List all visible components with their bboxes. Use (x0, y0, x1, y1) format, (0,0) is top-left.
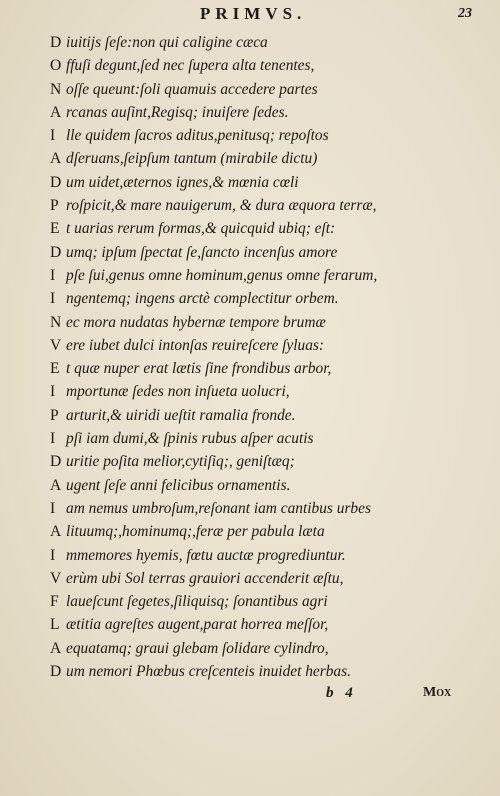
verse-text: ffuſi degunt,ſed nec ſupera alta tenentes, (66, 57, 315, 75)
verse-line (0, 427, 500, 450)
verse-line (0, 101, 500, 124)
verse-text: mportunæ ſedes non inſueta uolucri, (66, 383, 290, 401)
verse-line (0, 497, 500, 520)
verse-text: pſi iam dumi,& ſpinis rubus aſper acutis (66, 430, 314, 448)
verse-initial: A (50, 639, 62, 657)
verse-initial: I (50, 290, 56, 308)
verse-line (0, 637, 500, 660)
page-footer (0, 685, 500, 709)
verse-line (0, 171, 500, 194)
verse-initial: P (50, 197, 59, 215)
verse-text: oſſe queunt:ſoli quamuis accedere partes (66, 80, 318, 98)
verse-text: ugent ſeſe anni felicibus ornamentis. (66, 476, 291, 494)
verse-text: equatamq; graui glebam ſolidare cylindro, (66, 639, 329, 657)
verse-list (0, 31, 500, 683)
verse-line (0, 194, 500, 217)
verse-line (0, 567, 500, 590)
verse-initial: A (50, 150, 62, 168)
verse-initial: I (50, 266, 56, 284)
page-number: 23 (458, 6, 472, 21)
verse-text: iuitijs ſeſe:non qui caligine cæca (66, 34, 268, 51)
verse-text: dſeruans,ſeipſum tantum (mirabile dictu) (66, 150, 318, 168)
verse-text: umq; ipſum ſpectat ſe,ſancto incenſus amore (66, 243, 338, 261)
verse-initial: V (50, 569, 62, 587)
verse-text: arturit,& uiridi ueſtit ramalia fronde. (66, 406, 296, 424)
verse-text: laueſcunt ſegetes,ſiliquisq; ſonantibus agri (66, 593, 328, 611)
verse-line (0, 474, 500, 497)
verse-line (0, 217, 500, 240)
verse-text: mmemores hyemis, fœtu auctæ progrediuntur. (66, 546, 346, 564)
verse-initial: V (50, 336, 62, 354)
verse-line (0, 357, 500, 380)
verse-line (0, 287, 500, 310)
verse-line (0, 147, 500, 170)
verse-text: erùm ubi Sol terras grauiori accenderit æſtu, (66, 569, 344, 587)
verse-initial: E (50, 220, 60, 238)
catchword: Mox (423, 685, 452, 700)
verse-initial: N (50, 313, 62, 331)
verse-initial: D (50, 173, 62, 191)
signature-mark: b 4 (326, 685, 353, 701)
verse-line (0, 124, 500, 147)
verse-line (0, 660, 500, 683)
verse-text: lle quidem ſacros aditus,penitusq; repoſtos (66, 127, 329, 145)
verse-initial: E (50, 360, 60, 378)
verse-line (0, 241, 500, 264)
verse-text: ec mora nudatas hybernæ tempore brumæ (66, 313, 326, 331)
verse-initial: I (50, 430, 56, 448)
verse-line (0, 544, 500, 567)
verse-line (0, 613, 500, 636)
verse-line (0, 404, 500, 427)
verse-initial: A (50, 103, 62, 121)
verse-line (0, 334, 500, 357)
verse-initial: D (50, 663, 62, 681)
verse-initial: I (50, 127, 56, 145)
verse-text: ætitia agreſtes augent,parat horrea meſſor, (66, 616, 329, 634)
verse-text: pſe ſui,genus omne hominum,genus omne ferarum, (66, 266, 378, 284)
verse-text: um uidet,æternos ignes,& mœnia cœli (66, 173, 299, 191)
verse-line (0, 520, 500, 543)
verse-text: lituumq;,hominumq;,feræ per pabula læta (66, 523, 325, 541)
verse-text: am nemus umbroſum,reſonant iam cantibus urbes (66, 499, 371, 517)
verse-text: ere iubet dulci intonſas reuireſcere ſyluas: (66, 336, 325, 354)
verse-initial: L (50, 616, 60, 634)
verse-initial: D (50, 453, 62, 471)
verse-initial: I (50, 499, 56, 517)
verse-initial: P (50, 406, 59, 424)
verse-initial: N (50, 80, 62, 98)
verse-initial: O (50, 57, 62, 75)
verse-text: roſpicit,& mare nauigerum, & dura æquora terræ, (66, 197, 377, 215)
verse-line (0, 590, 500, 613)
verse-line (0, 450, 500, 473)
verse-initial: A (50, 476, 62, 494)
verse-text: t uarias rerum formas,& quicquid ubiq; eſt: (66, 220, 336, 238)
verse-text: uritie poſita melior,cytiſiq;, geniſtæq; (66, 453, 295, 471)
verse-initial: I (50, 546, 56, 564)
verse-initial: I (50, 383, 56, 401)
verse-line (0, 264, 500, 287)
verse-initial: A (50, 523, 62, 541)
running-title: PRIMVS. (200, 4, 307, 23)
verse-initial: D (50, 243, 62, 261)
running-head (0, 4, 500, 28)
verse-text: t quæ nuper erat lætis ſine frondibus arbor, (66, 360, 332, 378)
verse-initial: F (50, 593, 59, 611)
verse-line (0, 311, 500, 334)
verse-text: ngentemq; ingens arctè complectitur orbem. (66, 290, 339, 308)
verse-text: um nemori Phœbus creſcenteis inuidet herbas. (66, 663, 351, 681)
verse-line (0, 54, 500, 77)
verse-initial: D (50, 34, 62, 51)
verse-line (0, 380, 500, 403)
verse-line (0, 31, 500, 54)
verse-line (0, 78, 500, 101)
verse-text: rcanas auſint,Regisq; inuiſere ſedes. (66, 103, 289, 121)
